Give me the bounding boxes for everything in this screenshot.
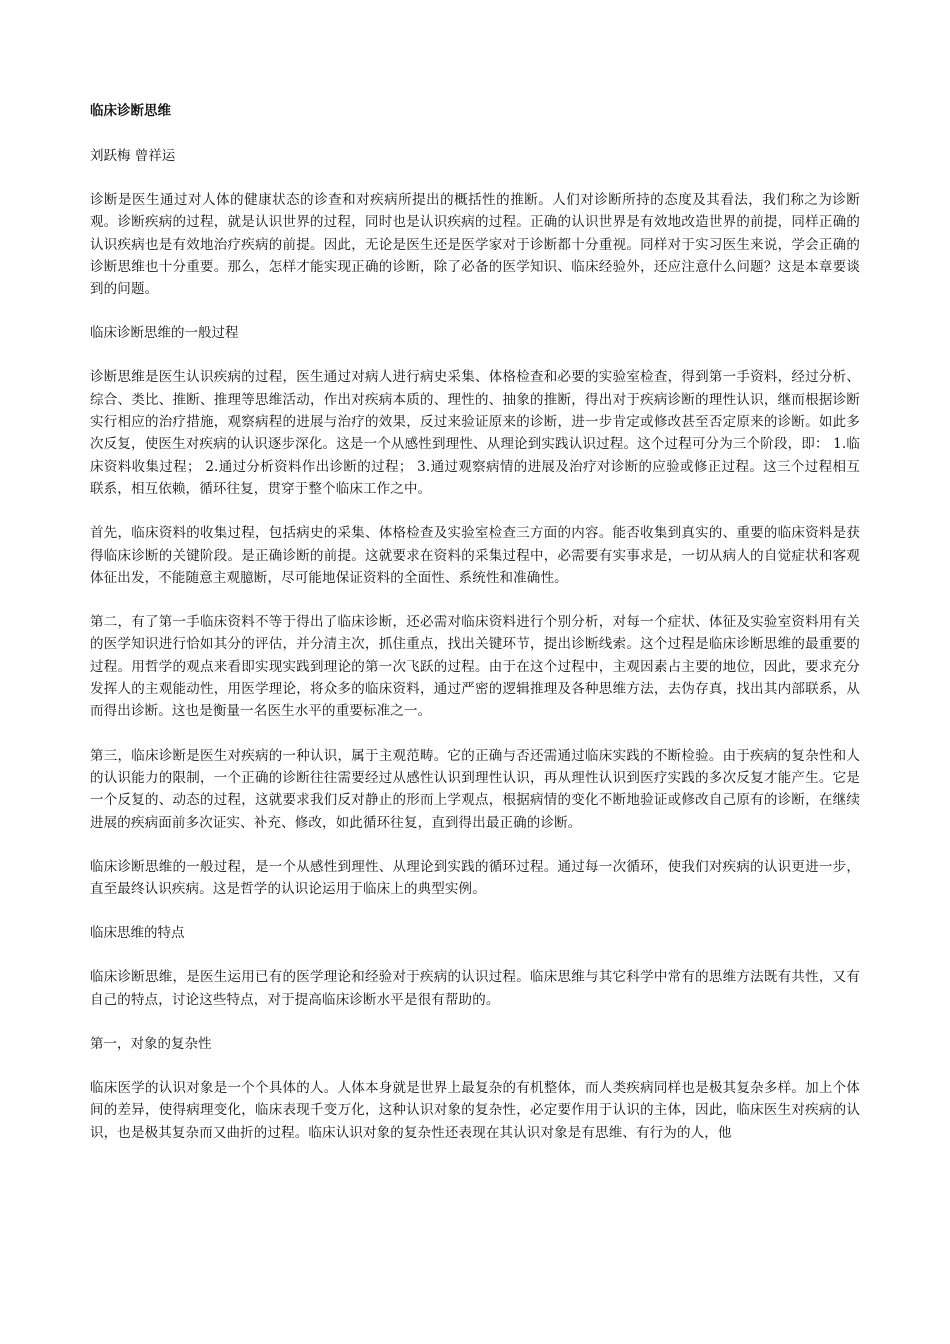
- section-heading-characteristics: 临床思维的特点: [90, 925, 185, 942]
- paragraph-diagnosis-process: 诊断思维是医生认识疾病的过程，医生通过对病人进行病史采集、体格检查和必要的实验室检查，得到第一手资料，经过分析、综合、类比、推断、推理等思维活动，作出对疾病本质的、理性的、抽象的推断，得出对于疾病诊断的理性认识，继而根据诊断实行相应的治疗措施，观察病程的进展与治疗的效果，反过来验证原来的诊断，进一步肯定或修改甚至否定原来的诊断。如此多次反复，使医生对疾病的认识逐步深化。这是一个从感性到理性、从理论到实践认识过程。这个过程可分为三个阶段，即： 1.临床资料收集过程； 2.通过分析资料作出诊断的过程； 3.通过观察病情的进展及治疗对诊断的应验或修正过程。这三个过程相互联系，相互依赖，循环往复，贯穿于整个临床工作之中。: [90, 369, 860, 497]
- paragraph-intro: 诊断是医生通过对人体的健康状态的诊查和对疾病所提出的概括性的推断。人们对诊断所持的态度及其看法，我们称之为诊断观。诊断疾病的过程，就是认识世界的过程，同时也是认识疾病的过程。正确的认识世界是有效地改造世界的前提，同样正确的认识疾病也是有效地治疗疾病的前提。因此，无论是医生还是医学家对于诊断都十分重视。同样对于实习医生来说，学会正确的诊断思维也十分重要。那么，怎样才能实现正确的诊断，除了必备的医学知识、临床经验外，还应注意什么问题？这是本章要谈到的问题。: [90, 192, 860, 298]
- paragraph-process-summary: 临床诊断思维的一般过程，是一个从感性到理性、从理论到实践的循环过程。通过每一次循环，使我们对疾病的认识更进一步，直至最终认识疾病。这是哲学的认识论运用于临床上的典型实例。: [90, 858, 860, 898]
- document-authors: 刘跃梅 曾祥运: [90, 148, 176, 164]
- paragraph-characteristics-intro: 临床诊断思维，是医生运用已有的医学理论和经验对于疾病的认识过程。临床思维与其它科学中常有的思维方法既有共性，又有自己的特点，讨论这些特点，对于提高临床诊断水平是很有帮助的。: [90, 969, 860, 1008]
- document-title: 临床诊断思维: [90, 103, 171, 119]
- subheading-object-complexity: 第一，对象的复杂性: [90, 1036, 212, 1053]
- paragraph-second-stage: 第二，有了第一手临床资料不等于得出了临床诊断，还必需对临床资料进行个别分析，对每一个症状、体征及实验室资料用有关的医学知识进行恰如其分的评估，并分清主次，抓住重点，找出关键环节，提出诊断线索。这个过程是临床诊断思维的最重要的过程。用哲学的观点来看即实现实践到理论的第一次飞跃的过程。由于在这个过程中，主观因素占主要的地位，因此，要求充分发挥人的主观能动性，用医学理论，将众多的临床资料，通过严密的逻辑推理及各种思维方法，去伪存真，找出其内部联系，从而得出诊断。这也是衡量一名医生水平的重要标准之一。: [90, 614, 860, 720]
- document-page: [90, 100, 860, 1166]
- paragraph-first-stage: 首先，临床资料的收集过程，包括病史的采集、体格检查及实验室检查三方面的内容。能否收集到真实的、重要的临床资料是获得临床诊断的关键阶段。是正确诊断的前提。这就要求在资料的采集过程中，必需要有实事求是，一切从病人的自觉症状和客观体征出发，不能随意主观臆断，尽可能地保证资料的全面性、系统性和准确性。: [90, 525, 860, 586]
- paragraph-object-complexity: 临床医学的认识对象是一个个具体的人。人体本身就是世界上最复杂的有机整体，而人类疾病同样也是极其复杂多样。加上个体间的差异，使得病理变化，临床表现千变万化，这种认识对象的复杂性，必定要作用于认识的主体，因此，临床医生对疾病的认识，也是极其复杂而又曲折的过程。临床认识对象的复杂性还表现在其认识对象是有思维、有行为的人，他: [90, 1080, 860, 1141]
- paragraph-third-stage: 第三，临床诊断是医生对疾病的一种认识，属于主观范畴。它的正确与否还需通过临床实践的不断检验。由于疾病的复杂性和人的认识能力的限制，一个正确的诊断往往需要经过从感性认识到理性认识，再从理性认识到医疗实践的多次反复才能产生。它是一个反复的、动态的过程，这就要求我们反对静止的形而上学观点，根据病情的变化不断地验证或修改自己原有的诊断，在继续进展的疾病面前多次证实、补充、修改，如此循环往复，直到得出最正确的诊断。: [90, 747, 860, 831]
- section-heading-general-process: 临床诊断思维的一般过程: [90, 325, 239, 342]
